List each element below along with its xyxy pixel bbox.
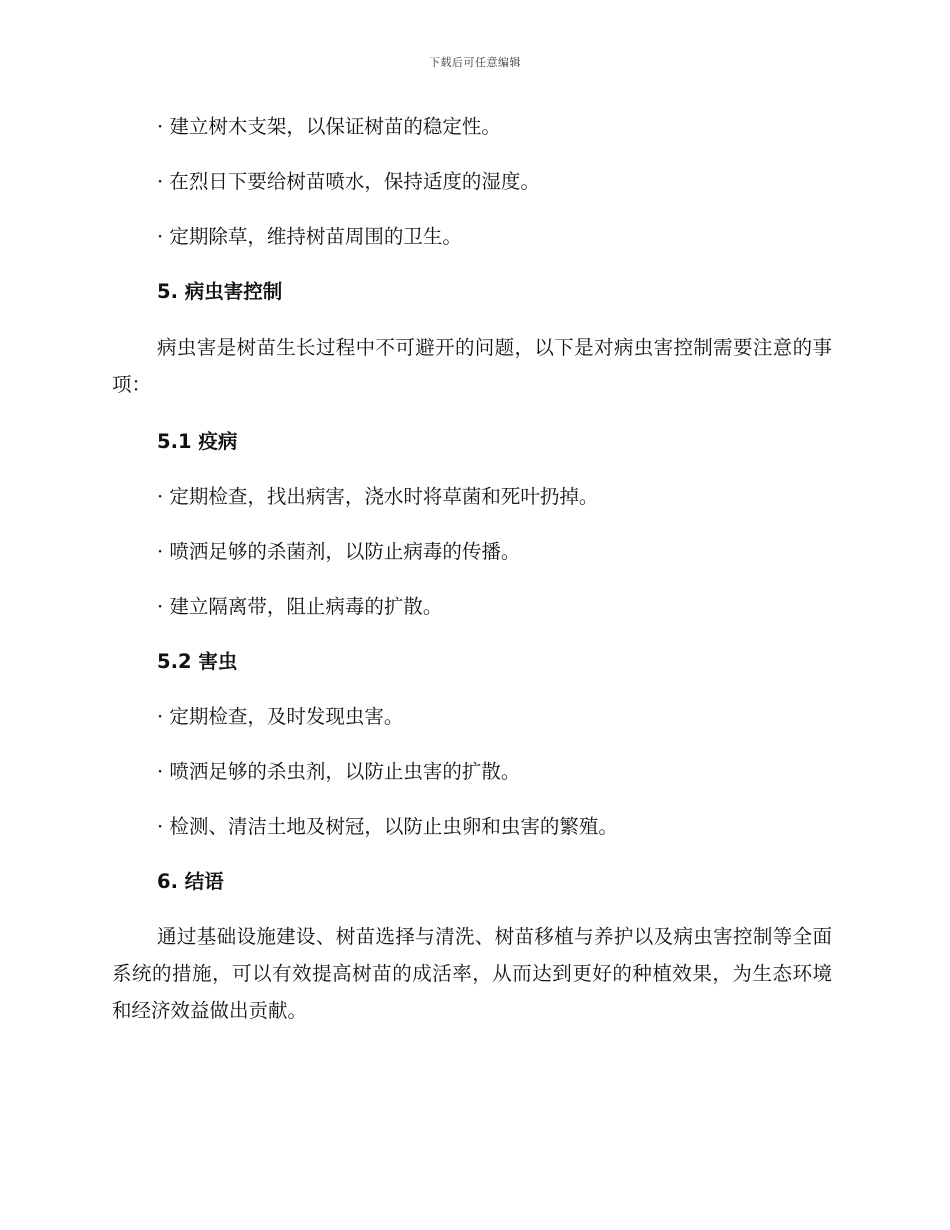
bullet-item: · 定期除草，维持树苗周围的卫生。 (157, 225, 462, 248)
section-heading: 5. 病虫害控制 (157, 280, 283, 303)
subsection-heading: 5.1 疫病 (157, 430, 238, 453)
bullet-item: · 在烈日下要给树苗喷水，保持适度的湿度。 (157, 170, 540, 193)
subsection-heading: 5.2 害虫 (157, 650, 238, 673)
bullet-item: · 喷洒足够的杀菌剂，以防止病毒的传播。 (157, 540, 521, 563)
bullet-item: · 建立树木支架，以保证树苗的稳定性。 (157, 115, 501, 138)
bullet-item: · 建立隔离带，阻止病毒的扩散。 (157, 595, 443, 618)
paragraph: 病虫害是树苗生长过程中不可避开的问题，以下是对病虫害控制需要注意的事项： (112, 336, 832, 396)
page-header: 下载后可任意编辑 (429, 56, 521, 69)
paragraph: 通过基础设施建设、树苗选择与清洗、树苗移植与养护以及病虫害控制等全面系统的措施，可以有效提高树苗的成活率，从而达到更好的种植效果，为生态环境和经济效益做出贡献。 (112, 925, 832, 1022)
bullet-item: · 定期检查，找出病害，浇水时将草菌和死叶扔掉。 (157, 485, 599, 508)
bullet-item: · 喷洒足够的杀虫剂，以防止虫害的扩散。 (157, 760, 521, 783)
bullet-item: · 定期检查，及时发现虫害。 (157, 705, 404, 728)
bullet-item: · 检测、清洁土地及树冠，以防止虫卵和虫害的繁殖。 (157, 815, 618, 838)
section-heading: 6. 结语 (157, 870, 224, 893)
